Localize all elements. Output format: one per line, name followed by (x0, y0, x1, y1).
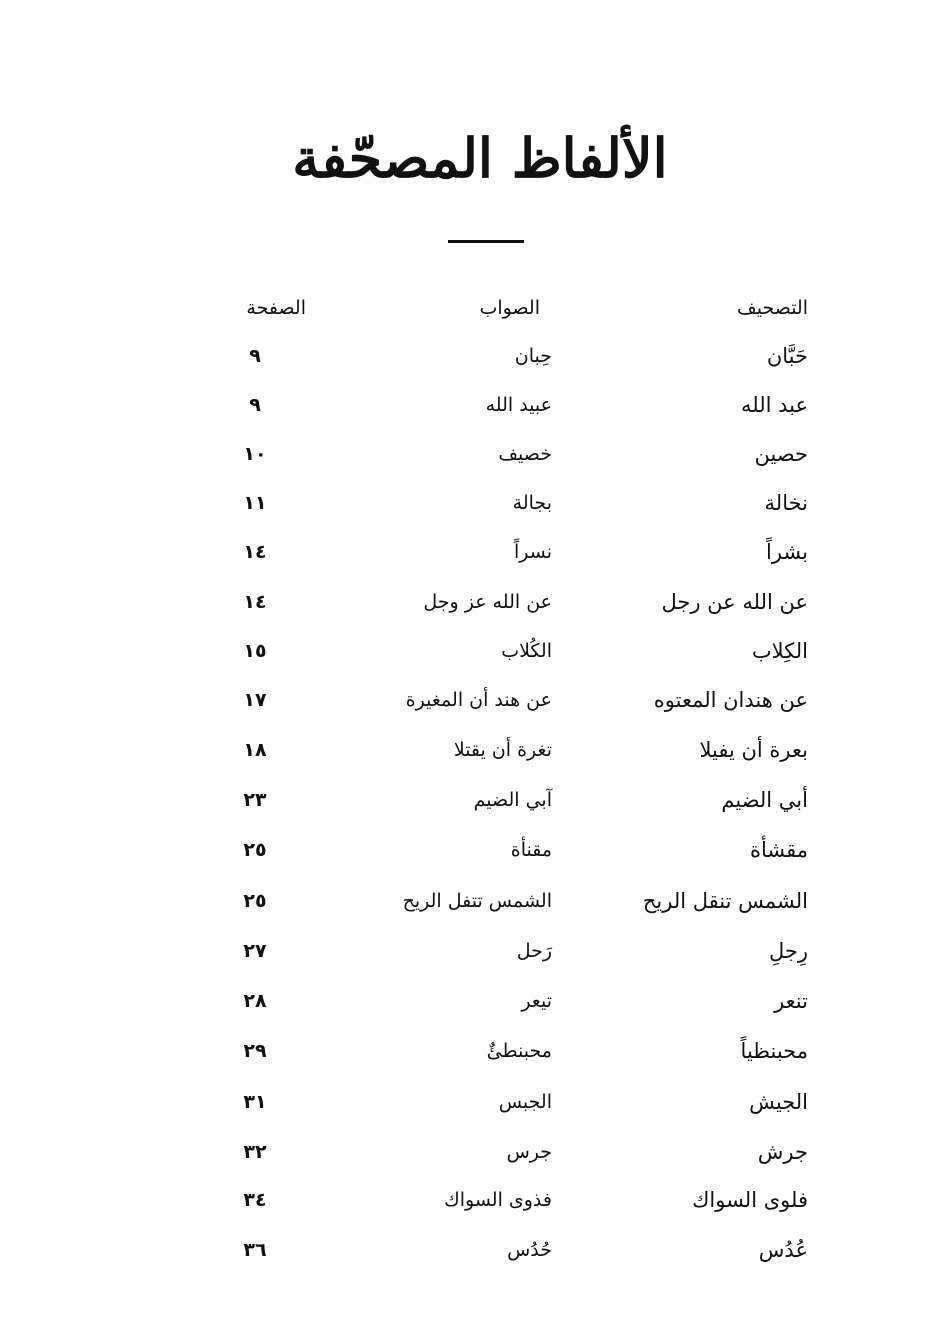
cell-right: حِبان (514, 345, 552, 367)
table-row (0, 728, 940, 772)
cell-wrong: نخالة (764, 491, 808, 515)
table-row (0, 979, 940, 1023)
cell-wrong: عبد الله (740, 393, 808, 417)
cell-wrong: حَبَّان (766, 344, 808, 368)
table-row (0, 334, 940, 378)
table-row (0, 1080, 940, 1124)
cell-right: آبي الضيم (473, 789, 552, 811)
cell-right: عن هند أن المغيرة (405, 689, 552, 711)
cell-right: محبنطئٌ (486, 1040, 552, 1062)
cell-page: ١٤ (243, 591, 267, 613)
table-row (0, 629, 940, 673)
cell-wrong: فلوى السواك (692, 1188, 808, 1212)
cell-page: ١٧ (243, 689, 267, 711)
cell-right: الكُلاب (501, 640, 552, 662)
cell-page: ٢٥ (243, 839, 267, 861)
header-page: الصفحة (246, 297, 306, 319)
cell-wrong: تنعر (774, 989, 808, 1013)
cell-page: ١١ (243, 492, 267, 514)
cell-page: ٣٦ (243, 1239, 267, 1261)
cell-right: مقنأة (510, 839, 552, 861)
table-row (0, 481, 940, 525)
cell-wrong: حصين (754, 442, 808, 466)
cell-wrong: عن الله عن رجل (661, 590, 808, 614)
cell-page: ١٤ (243, 541, 267, 563)
cell-page: ٩ (249, 394, 261, 416)
table-header (0, 286, 940, 330)
cell-page: ٢٩ (243, 1040, 267, 1062)
table-row (0, 1178, 940, 1222)
cell-page: ٩ (249, 345, 261, 367)
cell-right: خصيف (498, 443, 552, 465)
cell-wrong: الجيش (749, 1090, 808, 1114)
cell-page: ٣٤ (243, 1189, 267, 1211)
title-divider (448, 240, 524, 243)
cell-page: ١٠ (243, 443, 267, 465)
table-row (0, 1130, 940, 1174)
cell-wrong: بشراً (766, 540, 808, 564)
cell-page: ٢٣ (243, 789, 267, 811)
cell-wrong: جرش (757, 1140, 808, 1164)
cell-page: ٢٨ (243, 990, 267, 1012)
cell-page: ١٨ (243, 739, 267, 761)
page-title: الألفاظ المصحّفة (292, 126, 668, 190)
cell-right: جرس (506, 1141, 552, 1163)
cell-right: بجالة (512, 492, 552, 514)
cell-wrong: الشمس تنقل الريح (642, 889, 808, 913)
header-right: الصواب (479, 297, 540, 319)
cell-right: حُدُس (507, 1239, 552, 1261)
cell-wrong: عُدُس (758, 1238, 808, 1262)
cell-wrong: بعرة أن يفيلا (699, 738, 808, 762)
cell-wrong: الكِلاب (751, 639, 808, 663)
cell-wrong: محبنظياً (740, 1039, 808, 1063)
table-row (0, 778, 940, 822)
table-row (0, 530, 940, 574)
cell-wrong: مقشأة (749, 838, 808, 862)
header-wrong: التصحيف (737, 297, 808, 319)
cell-right: الشمس تتفل الريح (402, 890, 552, 912)
cell-right: نسراً (514, 541, 552, 563)
cell-wrong: عن هندان المعتوه (653, 688, 808, 712)
cell-right: عبيد الله (485, 394, 552, 416)
cell-right: تغرة أن يقتلا (453, 739, 552, 761)
cell-page: ٢٧ (243, 940, 267, 962)
cell-right: عن الله عز وجل (423, 591, 552, 613)
table-row (0, 1228, 940, 1272)
table-row (0, 383, 940, 427)
table-row (0, 828, 940, 872)
cell-page: ١٥ (243, 640, 267, 662)
cell-right: رَحل (516, 940, 552, 962)
table-row (0, 678, 940, 722)
cell-page: ٣١ (243, 1091, 267, 1113)
cell-right: الجبس (498, 1091, 552, 1113)
cell-wrong: أبي الضيم (721, 788, 808, 812)
table-row (0, 1029, 940, 1073)
table-row (0, 929, 940, 973)
table-row (0, 879, 940, 923)
table-row (0, 580, 940, 624)
cell-right: تيعر (521, 990, 552, 1012)
cell-right: فذوى السواك (444, 1189, 552, 1211)
cell-page: ٢٥ (243, 890, 267, 912)
table-row (0, 432, 940, 476)
cell-page: ٣٢ (243, 1141, 267, 1163)
cell-wrong: رِجلِ (768, 939, 808, 963)
